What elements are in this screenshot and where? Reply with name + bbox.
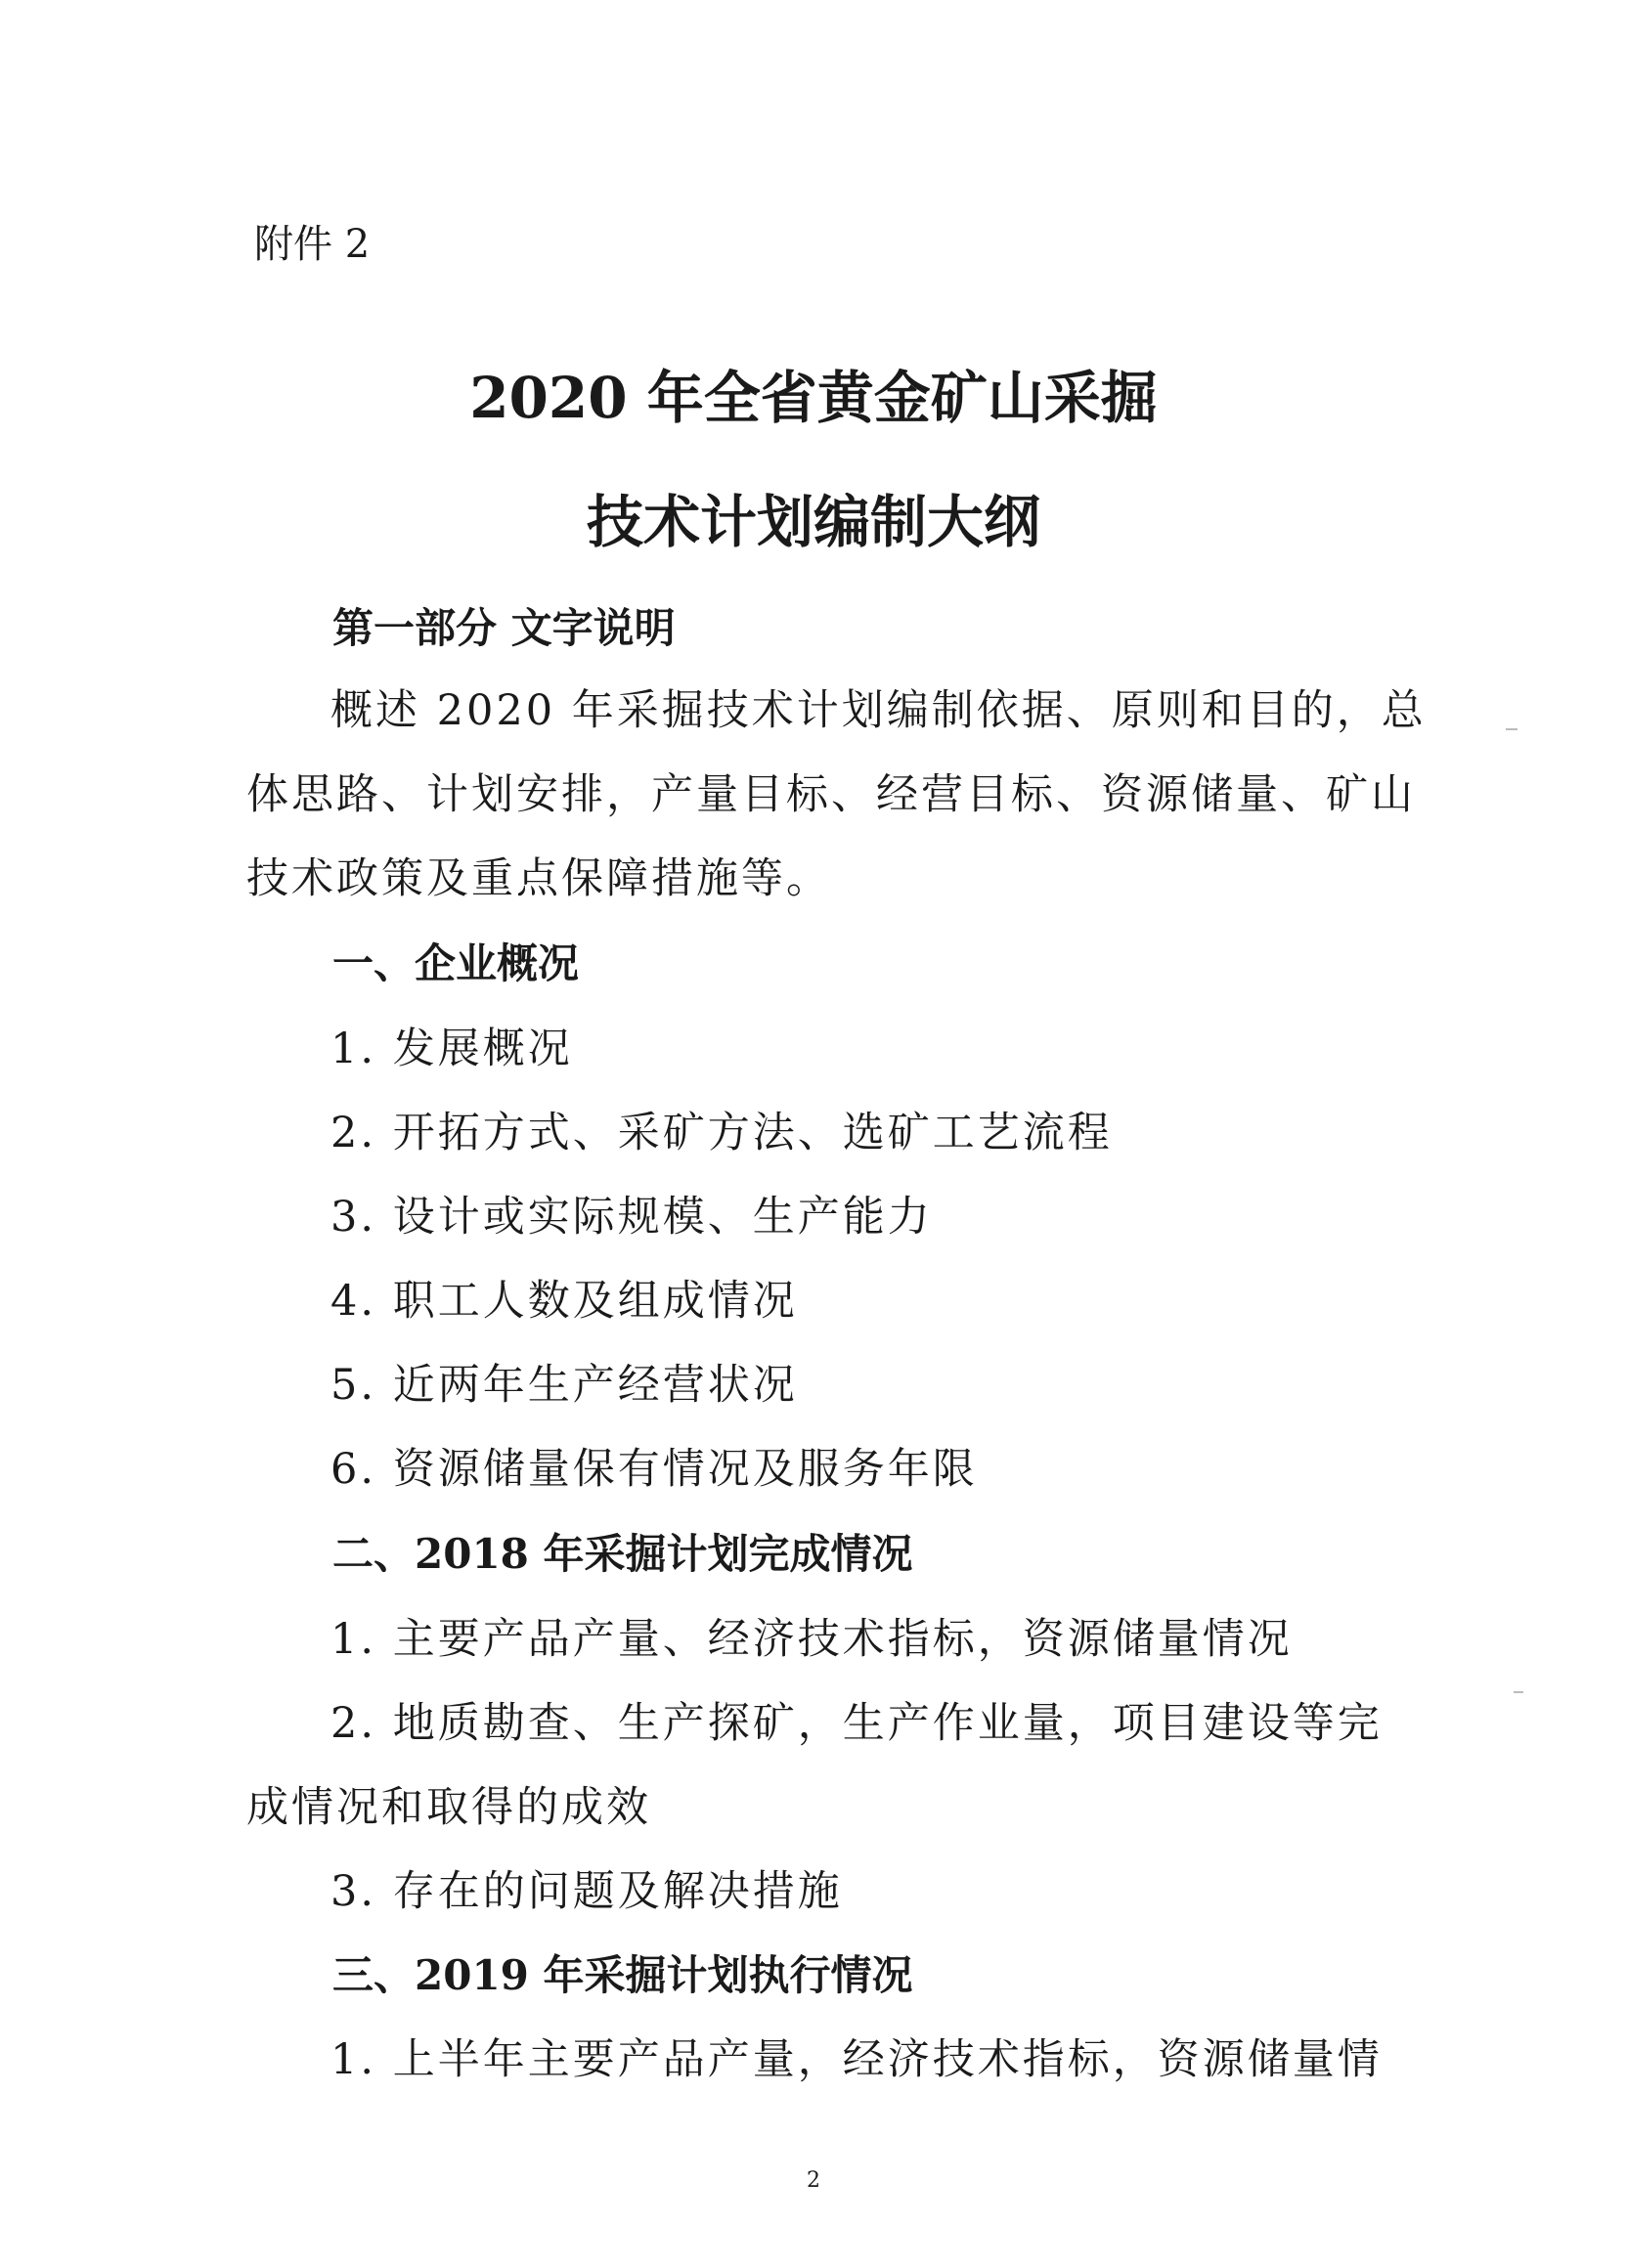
section-three-item-1: 1. 上半年主要产品产量，经济技术指标，资源储量情 <box>330 2035 1383 2084</box>
section-one-item-5: 5. 近两年生产经营状况 <box>330 1361 798 1410</box>
document-title-line-2: 技术计划编制大纲 <box>586 489 1040 555</box>
section-one-item-6: 6. 资源储量保有情况及服务年限 <box>330 1445 978 1494</box>
document-title-line-1: 2020 年全省黄金矿山采掘 <box>469 365 1158 431</box>
intro-line-2: 体思路、计划安排，产量目标、经营目标、资源储量、矿山 <box>246 770 1416 819</box>
section-two-item-1: 1. 主要产品产量、经济技术指标，资源储量情况 <box>330 1615 1293 1664</box>
section-one-item-2: 2. 开拓方式、采矿方法、选矿工艺流程 <box>330 1109 1113 1157</box>
section-two-item-2-continued: 成情况和取得的成效 <box>246 1783 651 1832</box>
section-three-heading: 三、2019 年采掘计划执行情况 <box>332 1951 913 1999</box>
section-one-item-4: 4. 职工人数及组成情况 <box>330 1277 798 1326</box>
section-two-heading: 二、2018 年采掘计划完成情况 <box>332 1530 913 1578</box>
attachment-label: 附件 2 <box>254 222 371 267</box>
part-one-heading: 第一部分 文字说明 <box>332 604 676 652</box>
scan-speck <box>1506 728 1517 730</box>
intro-line-3: 技术政策及重点保障措施等。 <box>246 854 831 903</box>
intro-line-1: 概述 2020 年采掘技术计划编制依据、原则和目的，总 <box>330 686 1427 735</box>
section-one-item-1: 1. 发展概况 <box>330 1025 573 1073</box>
section-two-item-3: 3. 存在的问题及解决措施 <box>330 1867 843 1916</box>
section-two-item-2: 2. 地质勘查、生产探矿，生产作业量，项目建设等完 <box>330 1699 1383 1748</box>
scan-speck <box>1514 1691 1523 1693</box>
page-number: 2 <box>807 2168 820 2193</box>
section-one-heading: 一、企业概况 <box>332 939 580 987</box>
section-one-item-3: 3. 设计或实际规模、生产能力 <box>330 1193 933 1242</box>
